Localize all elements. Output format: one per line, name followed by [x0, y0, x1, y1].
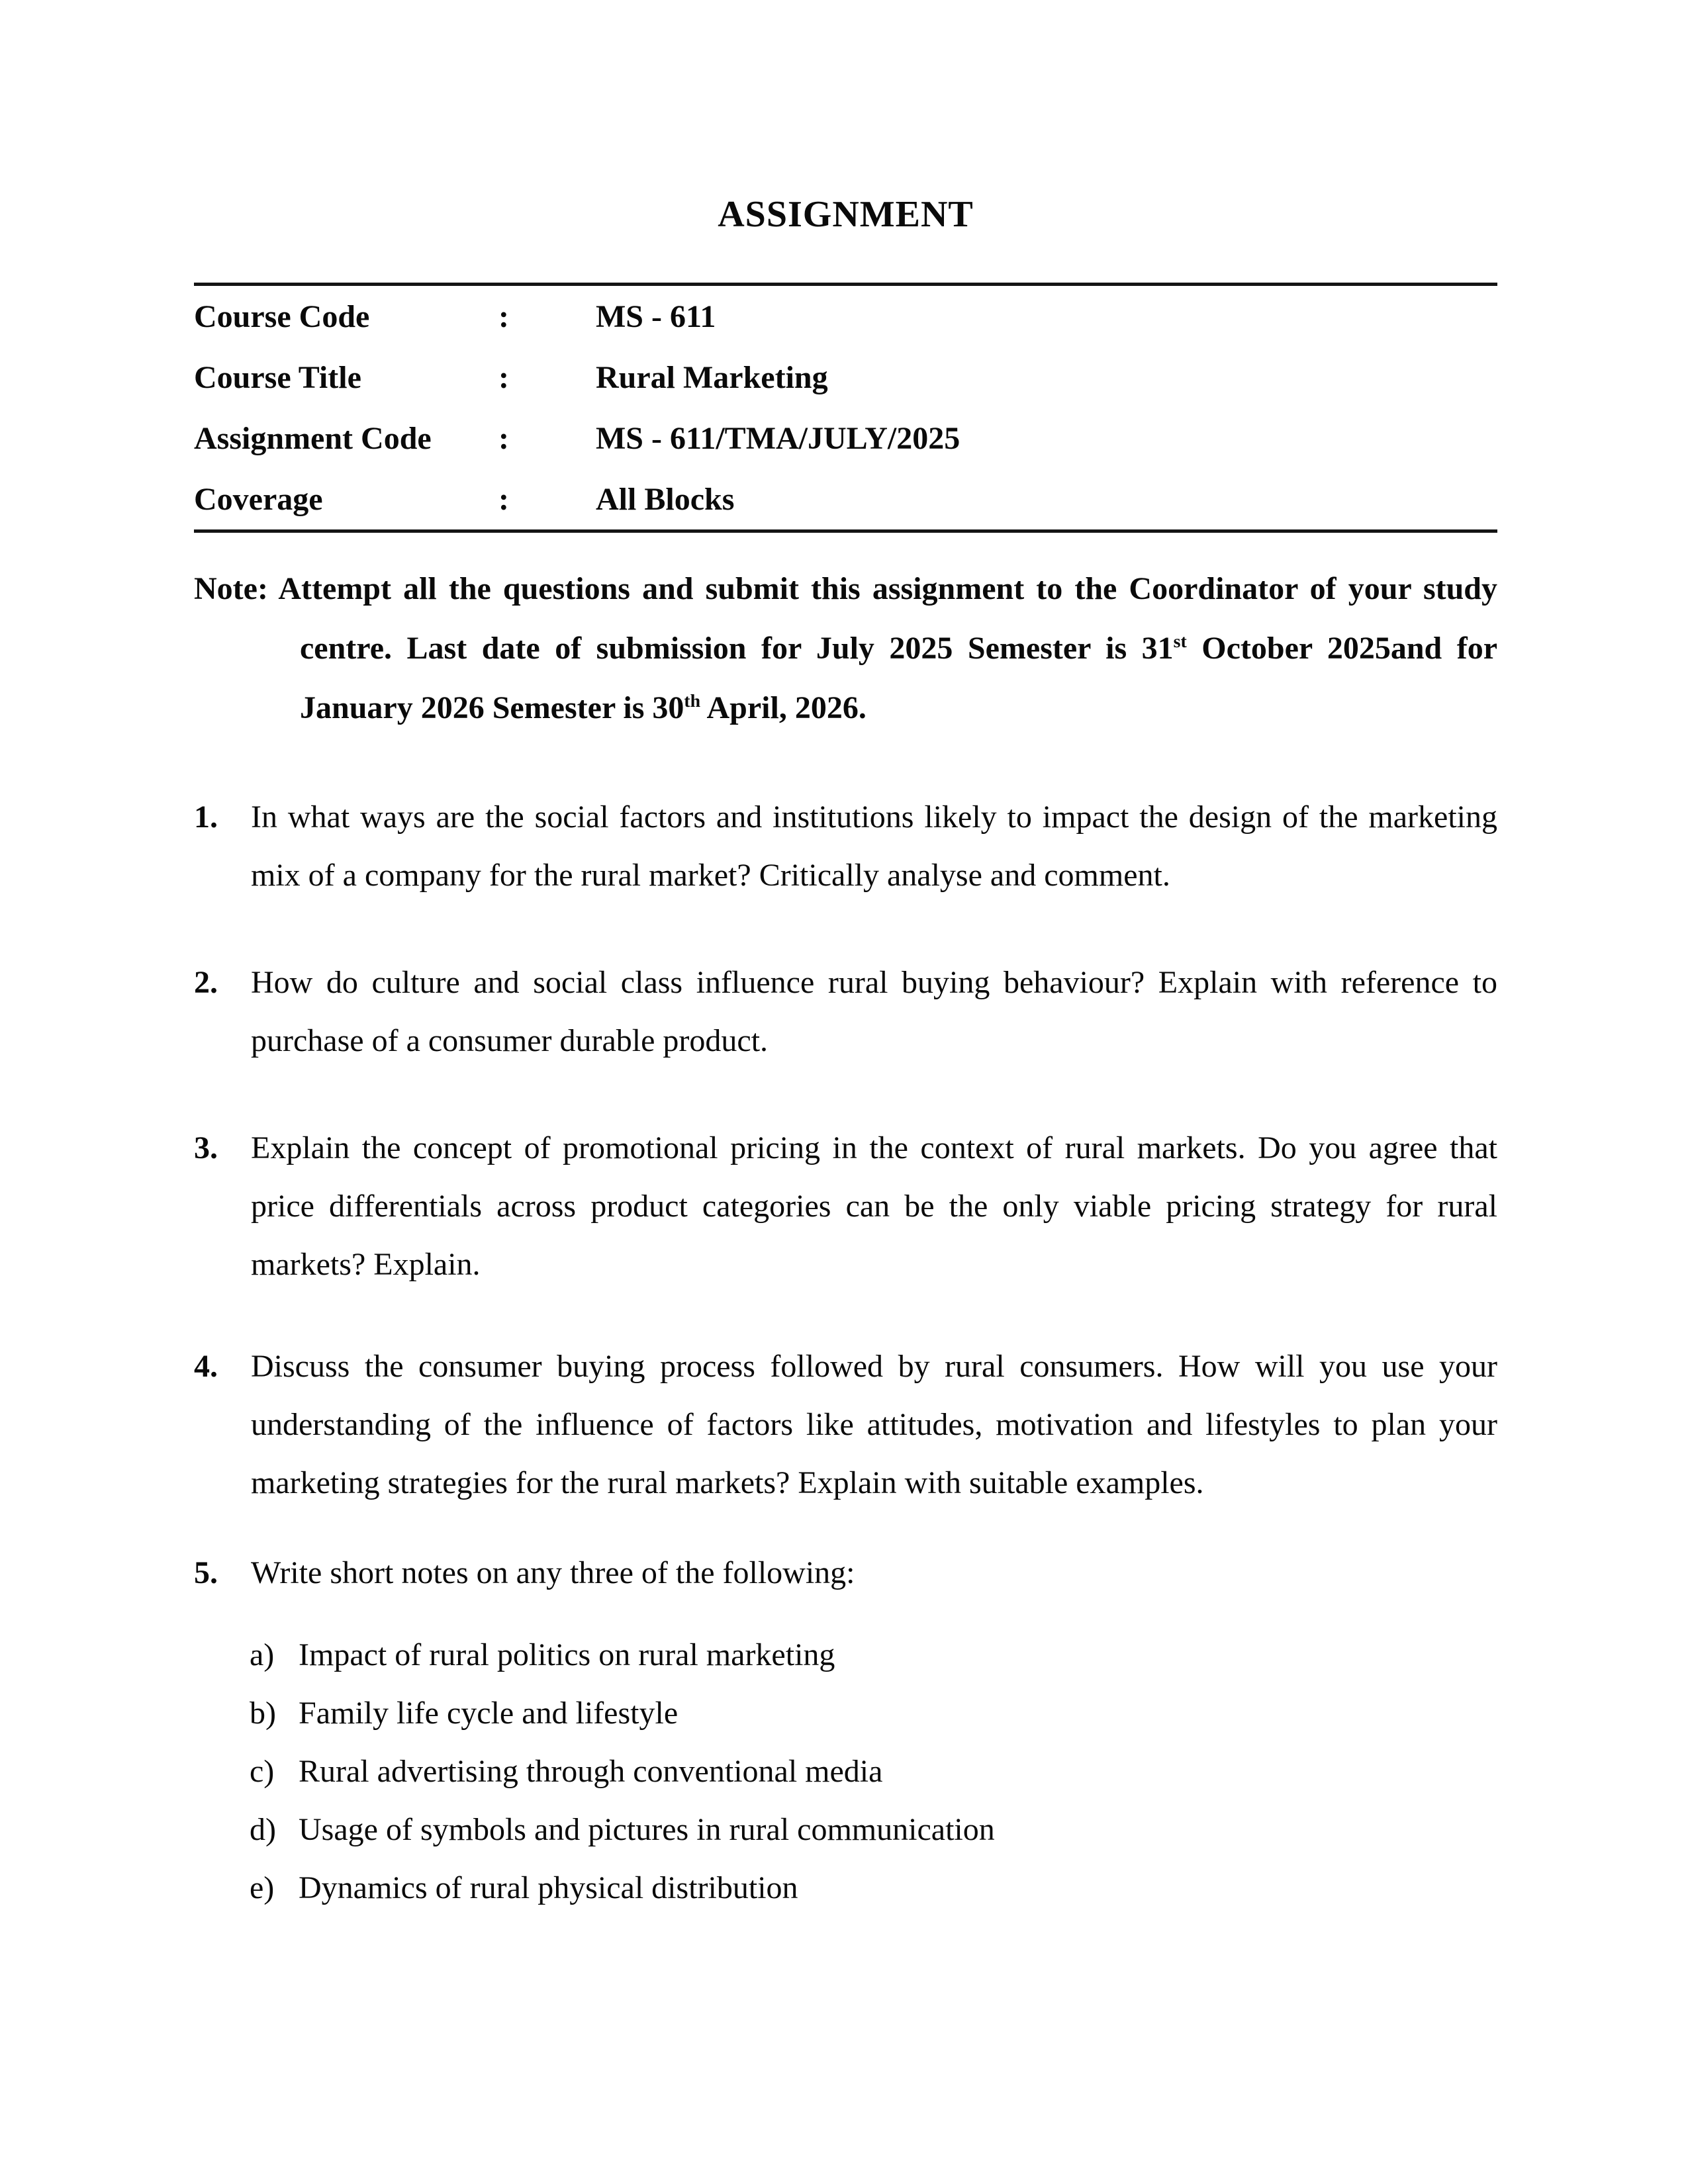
row-separator: :: [498, 298, 509, 334]
row-label: Course Title: [194, 359, 361, 395]
item-text: Dynamics of rural physical distribution: [299, 1870, 798, 1905]
row-value: All Blocks: [596, 481, 735, 517]
course-info-table: [194, 283, 1497, 533]
question-1: [194, 788, 1497, 905]
note-text-2: October 2025and for January 2026 Semester is 30: [300, 631, 1497, 725]
question-4: [194, 1338, 1497, 1512]
table-row-coverage: [194, 469, 1497, 529]
item-letter: b): [250, 1696, 276, 1731]
row-separator: :: [498, 481, 509, 517]
row-separator: :: [498, 359, 509, 395]
item-text: Usage of symbols and pictures in rural communication: [299, 1812, 995, 1847]
row-label: Assignment Code: [194, 420, 432, 456]
question-text: In what ways are the social factors and institutions likely to impact the design of the marketing mix of a company for the rural market? Critically analyse and comment.: [251, 799, 1497, 893]
row-value: Rural Marketing: [596, 359, 828, 395]
row-separator: :: [498, 420, 509, 456]
question-5-options-list: [194, 1626, 1497, 1917]
list-item-a: [194, 1626, 1497, 1684]
row-label: Course Code: [194, 298, 370, 334]
ordinal-suffix-th: th: [684, 691, 701, 711]
row-value: MS - 611: [596, 298, 716, 334]
ordinal-suffix-st: st: [1173, 631, 1187, 652]
list-item-e: [194, 1859, 1497, 1917]
table-row-course-title: [194, 347, 1497, 408]
question-text: Discuss the consumer buying process followed by rural consumers. How will you use your understanding of the influence of factors like attitudes, motivation and lifestyles to plan your marketing strategies for the rural markets? Explain with suitable examples.: [251, 1349, 1497, 1500]
row-label: Coverage: [194, 481, 323, 517]
item-letter: a): [250, 1637, 275, 1672]
table-row-course-code: [194, 286, 1497, 347]
list-item-d: [194, 1801, 1497, 1859]
question-text: Write short notes on any three of the following:: [251, 1555, 855, 1590]
note-text-3: April, 2026.: [700, 690, 867, 725]
note-text-1: Attempt all the questions and submit this assignment to the Coordinator of your study centre. Last date of submission for July 2025 Semester is 31: [267, 571, 1497, 666]
item-letter: e): [250, 1870, 275, 1905]
item-letter: d): [250, 1812, 276, 1847]
question-3: [194, 1119, 1497, 1294]
note-label: Note:: [194, 571, 268, 606]
list-item-b: [194, 1684, 1497, 1743]
question-number: 3.: [194, 1130, 218, 1165]
item-letter: c): [250, 1754, 275, 1789]
table-row-assignment-code: [194, 408, 1497, 469]
item-text: Rural advertising through conventional media: [299, 1754, 883, 1789]
question-number: 1.: [194, 799, 218, 835]
question-2: [194, 954, 1497, 1070]
row-value: MS - 611/TMA/JULY/2025: [596, 420, 961, 456]
note-paragraph: [194, 559, 1497, 738]
page-title: ASSIGNMENT: [718, 194, 974, 235]
item-text: Impact of rural politics on rural marketing: [299, 1637, 835, 1672]
question-text: Explain the concept of promotional pricing in the context of rural markets. Do you agree that price differentials across product categories can be the only viable pricing strategy for rural markets? Explain.: [251, 1130, 1497, 1282]
list-item-c: [194, 1743, 1497, 1801]
question-number: 4.: [194, 1349, 218, 1384]
question-5: [194, 1544, 1497, 1602]
question-number: 2.: [194, 965, 218, 1000]
question-text: How do culture and social class influence rural buying behaviour? Explain with reference to purchase of a consumer durable product.: [251, 965, 1497, 1058]
question-number: 5.: [194, 1555, 218, 1590]
item-text: Family life cycle and lifestyle: [299, 1696, 679, 1731]
